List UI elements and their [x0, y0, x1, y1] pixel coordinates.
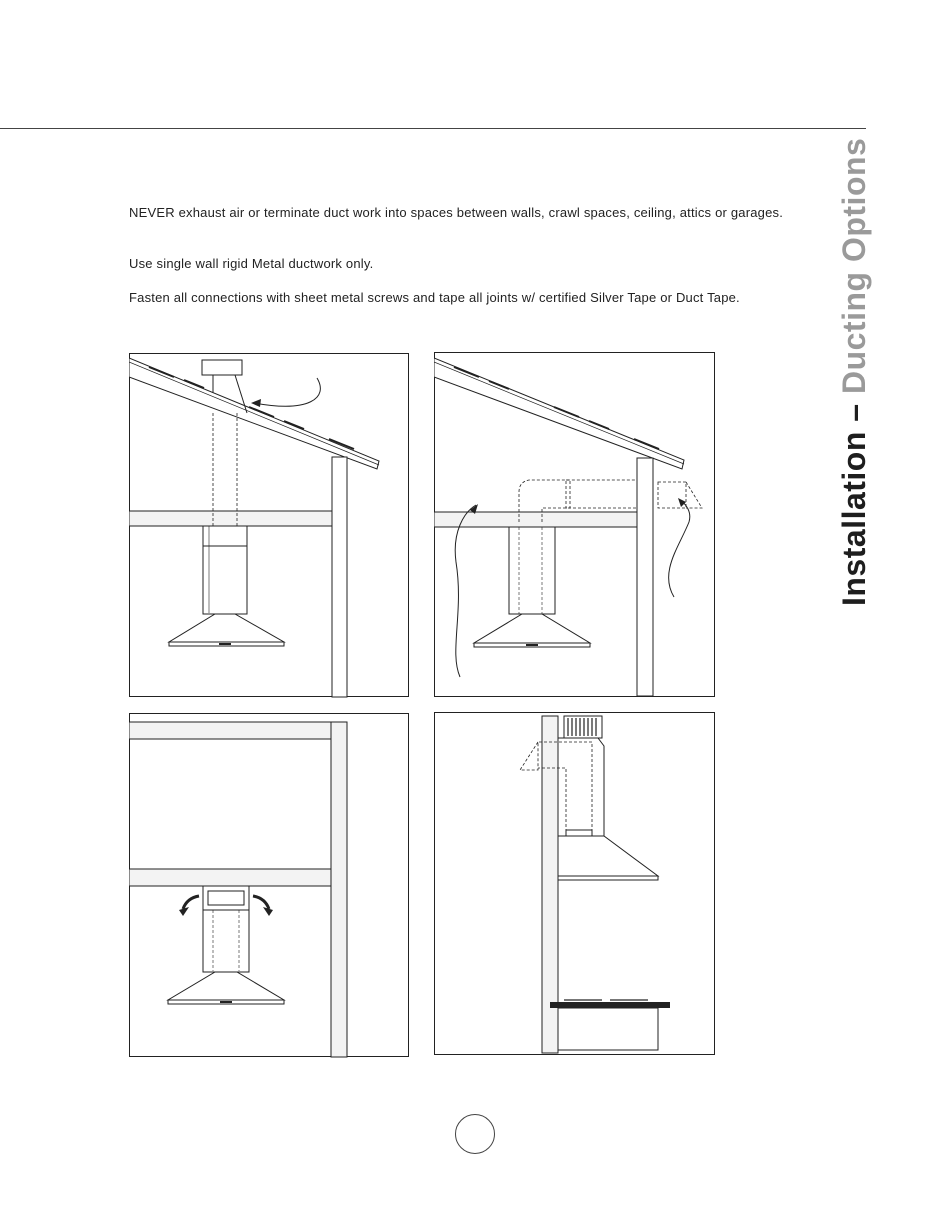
figure-wall-mount-rear-exhaust: [434, 712, 716, 1056]
recirculation-diagram-icon: [129, 713, 410, 1058]
section-title: [836, 138, 872, 606]
section-title-primary: Installation –: [836, 394, 872, 606]
figure-vertical-roof-exhaust: [129, 353, 410, 698]
roof-cap-diagram-icon: [129, 353, 410, 698]
wall-cap-diagram-icon: [434, 352, 716, 698]
instruction-metal-ductwork: Use single wall rigid Metal ductwork only.: [129, 256, 374, 271]
figure-recirculating: [129, 713, 410, 1058]
header-rule: [0, 128, 866, 129]
wall-mount-diagram-icon: [434, 712, 716, 1056]
page-number-circle: [455, 1114, 495, 1154]
section-title-secondary: Ducting Options: [836, 137, 872, 395]
instruction-never-exhaust: NEVER exhaust air or terminate duct work into spaces between walls, crawl spaces, ceiling, attics or garages.: [129, 205, 784, 220]
figure-horizontal-wall-exhaust: [434, 352, 716, 698]
instruction-fasten-connections: Fasten all connections with sheet metal screws and tape all joints w/ certified Silver Tape or Duct Tape.: [129, 290, 740, 305]
